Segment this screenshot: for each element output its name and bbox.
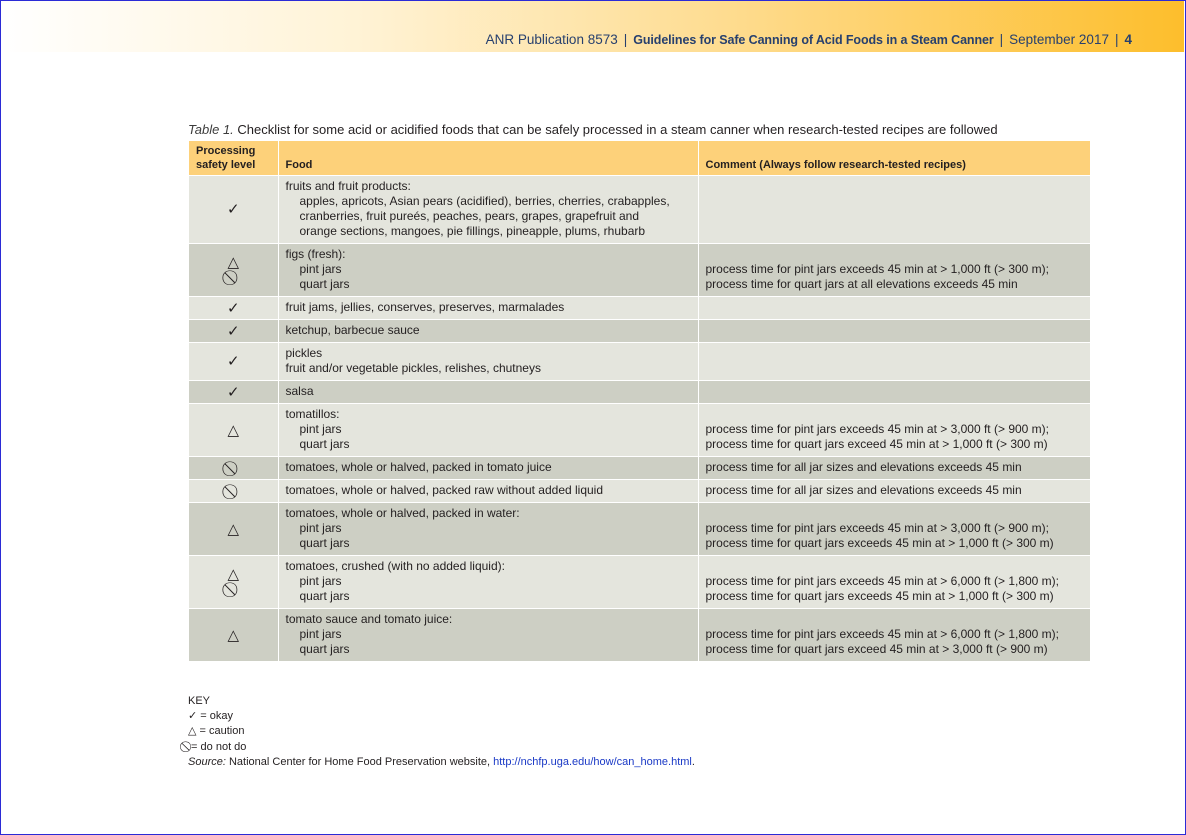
comment-cell (698, 556, 1090, 609)
header-safety-level (189, 141, 278, 176)
comment-cell (698, 244, 1090, 297)
food-title: pickles (285, 346, 323, 360)
source-label: Source: (188, 756, 226, 768)
table-body (189, 176, 1090, 662)
food-cell (278, 556, 698, 609)
checklist-table (189, 141, 1091, 661)
comment-cell (698, 381, 1090, 404)
food-cell (278, 503, 698, 556)
food-cell (278, 176, 698, 244)
food-title: ketchup, barbecue sauce (285, 323, 420, 337)
table-row (189, 556, 1090, 609)
comment-line: process time for pint jars exceeds 45 min at > 6,000 ft (> 1,800 m); (705, 627, 1060, 641)
comment-line: process time for quart jars exceeds 45 min at > 1,000 ft (> 300 m) (705, 589, 1054, 603)
food-detail: pint jars (299, 627, 342, 641)
food-detail: quart jars (299, 277, 350, 291)
food-detail: pint jars (299, 574, 342, 588)
comment-line: process time for all jar sizes and elevations exceeds 45 min (705, 460, 1022, 474)
table-row (189, 297, 1090, 320)
caution-triangle-icon: △ (227, 519, 240, 538)
header-separator: | (1114, 32, 1119, 47)
safety-level-cell (189, 320, 278, 343)
food-title: tomatillos: (285, 407, 340, 421)
food-detail: pint jars (299, 422, 342, 436)
header-comment: Comment (Always follow research-tested recipes) (698, 141, 1090, 176)
table-caption-label: Table 1. (188, 122, 234, 137)
check-icon: ✓ (226, 382, 240, 401)
no-entry-icon (189, 484, 278, 499)
food-title: fruits and fruit products: (285, 179, 411, 193)
safety-level-cell (189, 457, 278, 480)
key-title: KEY (188, 695, 211, 707)
comment-line: process time for pint jars exceeds 45 min at > 3,000 ft (> 900 m); (705, 521, 1049, 535)
food-cell (278, 457, 698, 480)
source-end: . (691, 756, 695, 768)
table-row (189, 503, 1090, 556)
food-detail: quart jars (299, 536, 350, 550)
table-caption (188, 122, 1098, 137)
safety-level-cell (189, 244, 278, 297)
table-row (189, 320, 1090, 343)
table-row (189, 480, 1090, 503)
table-row (189, 343, 1090, 381)
comment-cell (698, 176, 1090, 244)
safety-level-cell (189, 609, 278, 662)
table-row (189, 176, 1090, 244)
key-do-not-do-text: = do not do (188, 741, 247, 753)
food-detail: pint jars (299, 262, 342, 276)
source-link[interactable]: http://nchfp.uga.edu/how/can_home.html (493, 756, 692, 768)
food-cell (278, 320, 698, 343)
caution-triangle-icon: △ (227, 625, 240, 644)
comment-line: process time for pint jars exceeds 45 min at > 1,000 ft (> 300 m); (705, 262, 1049, 276)
food-cell (278, 297, 698, 320)
comment-cell (698, 404, 1090, 457)
table-caption-text: Checklist for some acid or acidified foods that can be safely processed in a steam canner when research-tested recipes are followed (237, 122, 998, 137)
safety-level-cell (189, 381, 278, 404)
safety-level-cell (189, 404, 278, 457)
table-row (189, 457, 1090, 480)
food-detail: quart jars (299, 642, 350, 656)
comment-cell (698, 457, 1090, 480)
food-title: figs (fresh): (285, 247, 346, 261)
page-number: 4 (1124, 32, 1132, 47)
check-icon: ✓ (226, 321, 240, 340)
check-icon: ✓ (226, 352, 240, 370)
no-entry-icon (189, 582, 278, 597)
food-detail: fruit and/or vegetable pickles, relishes, chutneys (285, 361, 541, 375)
header-safety-level-line1: Processing (196, 145, 256, 157)
table-row (189, 404, 1090, 457)
food-title: salsa (285, 384, 314, 398)
caution-triangle-icon: △ (227, 565, 240, 583)
header-separator: | (623, 32, 628, 47)
food-title: tomatoes, whole or halved, packed in tomato juice (285, 460, 552, 474)
food-detail: orange sections, mangoes, pie fillings, pineapple, plums, rhubarb (299, 224, 646, 238)
no-entry-icon (189, 270, 278, 285)
food-cell (278, 404, 698, 457)
header-text (486, 32, 1132, 47)
comment-line: process time for quart jars at all elevations exceeds 45 min (705, 277, 1018, 291)
publication-title: Guidelines for Safe Canning of Acid Foods in a Steam Canner (633, 33, 994, 47)
food-cell (278, 244, 698, 297)
key-caution: △ = caution (188, 725, 245, 737)
comment-cell (698, 320, 1090, 343)
table-row (189, 609, 1090, 662)
check-icon: ✓ (226, 200, 240, 218)
table-header-row (189, 141, 1090, 176)
comment-line: process time for quart jars exceed 45 min at > 3,000 ft (> 900 m) (705, 642, 1048, 656)
header-safety-level-line2: safety level (196, 159, 256, 171)
comment-cell (698, 480, 1090, 503)
caution-triangle-icon: △ (227, 420, 240, 439)
safety-level-cell (189, 556, 278, 609)
comment-cell (698, 297, 1090, 320)
publication-number: ANR Publication 8573 (485, 32, 618, 47)
key-legend (188, 694, 695, 770)
food-detail: apples, apricots, Asian pears (acidified), berries, cherries, crabapples, (299, 194, 670, 208)
comment-line: process time for all jar sizes and elevations exceeds 45 min (705, 483, 1022, 497)
key-okay: ✓ = okay (188, 710, 233, 722)
safety-level-cell (189, 480, 278, 503)
food-title: tomatoes, crushed (with no added liquid): (285, 559, 505, 573)
food-title: tomatoes, whole or halved, packed raw without added liquid (285, 483, 604, 497)
key-do-not-do (188, 739, 695, 755)
comment-cell (698, 609, 1090, 662)
safety-level-cell (189, 297, 278, 320)
header-separator: | (999, 32, 1004, 47)
check-icon: ✓ (226, 298, 240, 317)
source-line (188, 755, 695, 770)
food-title: fruit jams, jellies, conserves, preserves, marmalades (285, 300, 565, 314)
food-detail: quart jars (299, 437, 350, 451)
food-cell (278, 381, 698, 404)
comment-line: process time for quart jars exceeds 45 min at > 1,000 ft (> 300 m) (705, 536, 1054, 550)
food-detail: cranberries, fruit pureés, peaches, pears, grapes, grapefruit and (299, 209, 640, 223)
food-cell (278, 609, 698, 662)
food-title: tomato sauce and tomato juice: (285, 612, 453, 626)
header-food: Food (278, 141, 698, 176)
food-detail: quart jars (299, 589, 350, 603)
safety-level-cell (189, 176, 278, 244)
food-cell (278, 343, 698, 381)
comment-line: process time for pint jars exceeds 45 min at > 3,000 ft (> 900 m); (705, 422, 1049, 436)
caution-triangle-icon: △ (227, 253, 240, 271)
food-title: tomatoes, whole or halved, packed in water: (285, 506, 520, 520)
safety-level-cell (189, 343, 278, 381)
comment-line: process time for pint jars exceeds 45 min at > 6,000 ft (> 1,800 m); (705, 574, 1060, 588)
table-row (189, 381, 1090, 404)
safety-level-cell (189, 503, 278, 556)
page-header (1, 1, 1184, 52)
no-entry-icon (189, 461, 278, 476)
publication-date: September 2017 (1009, 32, 1109, 47)
comment-cell (698, 503, 1090, 556)
comment-cell (698, 343, 1090, 381)
food-detail: pint jars (299, 521, 342, 535)
table-row (189, 244, 1090, 297)
food-cell (278, 480, 698, 503)
comment-line: process time for quart jars exceed 45 min at > 1,000 ft (> 300 m) (705, 437, 1048, 451)
source-text: National Center for Home Food Preservation website, (228, 756, 491, 768)
